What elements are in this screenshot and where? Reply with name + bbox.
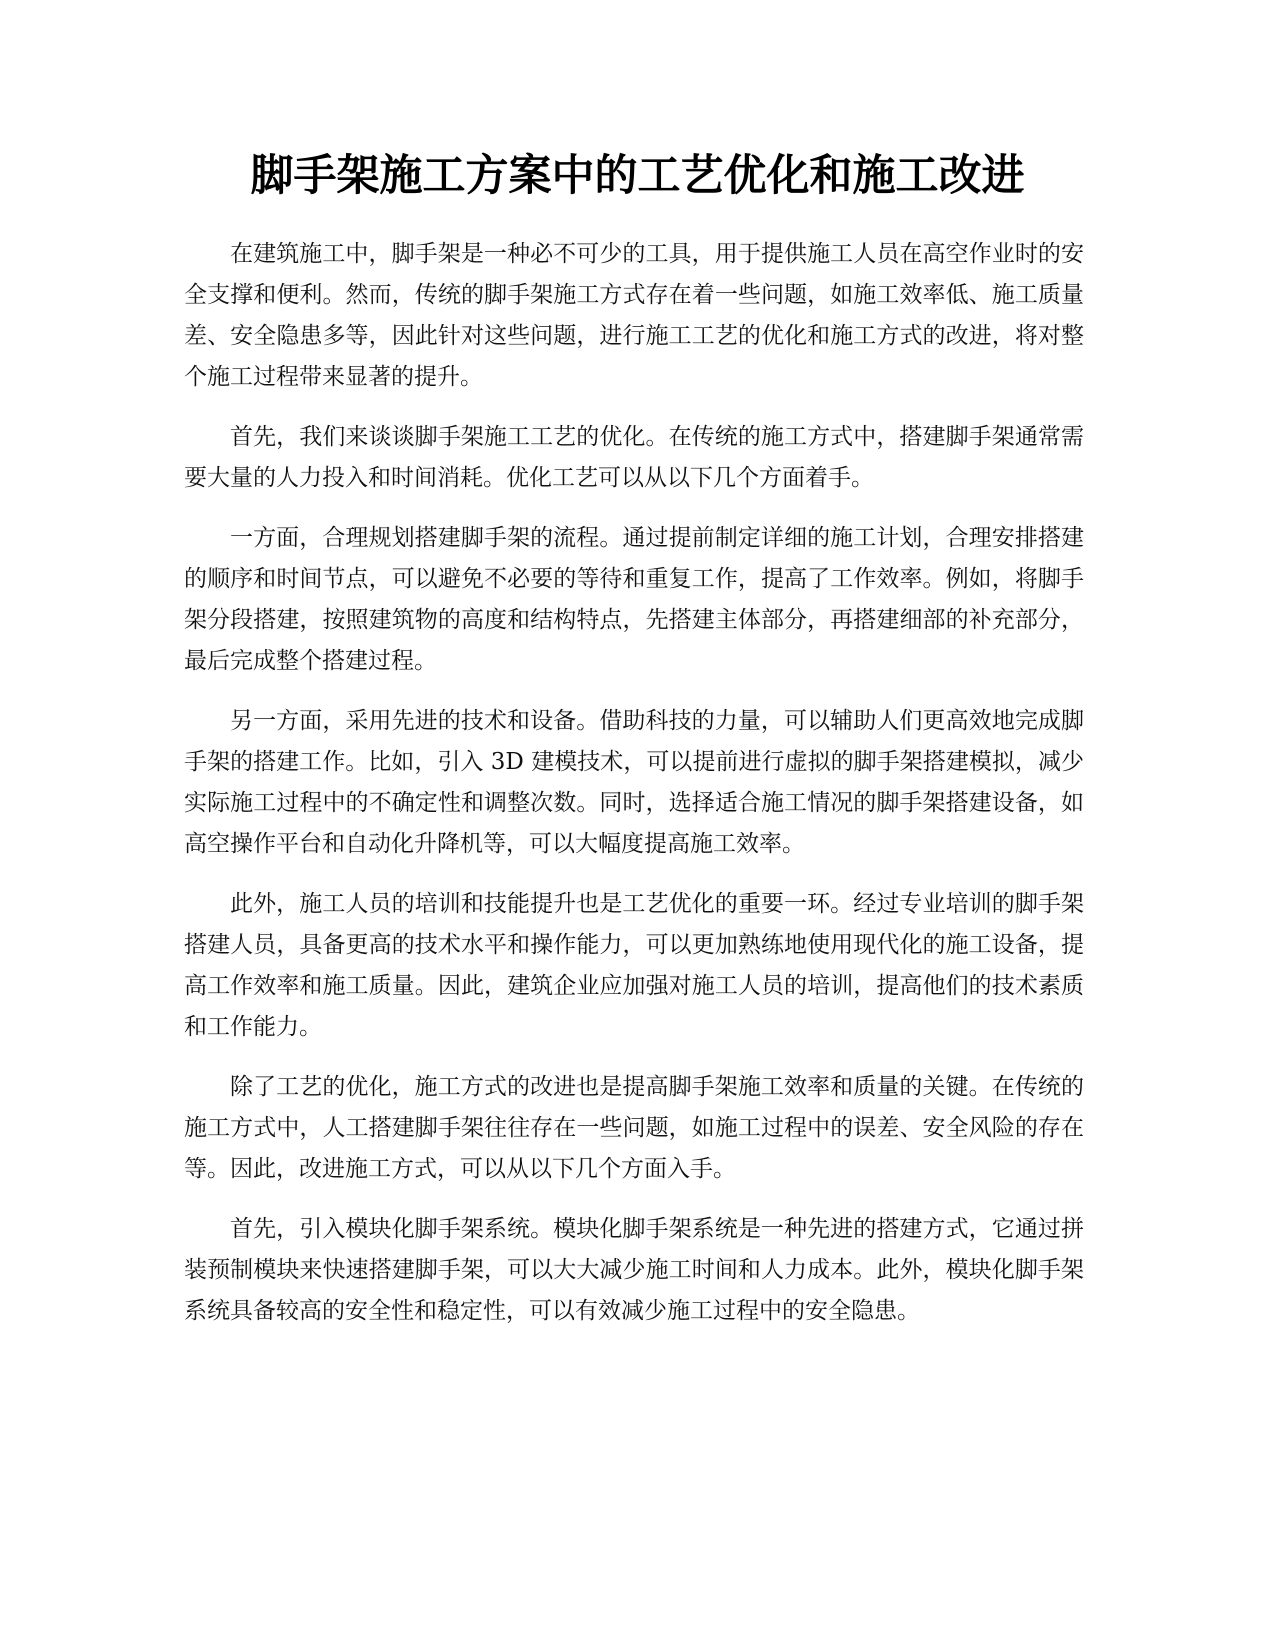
paragraph-6: 除了工艺的优化，施工方式的改进也是提高脚手架施工效率和质量的关键。在传统的施工方式中，人工搭建脚手架往往存在一些问题，如施工过程中的误差、安全风险的存在等。因此，改进施工方式，可以从以下几个方面入手。 [184,1074,1084,1182]
document-body [184,234,1084,1351]
paragraph-1: 在建筑施工中，脚手架是一种必不可少的工具，用于提供施工人员在高空作业时的安全支撑和便利。然而，传统的脚手架施工方式存在着一些问题，如施工效率低、施工质量差、安全隐患多等，因此针对这些问题，进行施工工艺的优化和施工方式的改进，将对整个施工过程带来显著的提升。 [184,241,1084,390]
paragraph-2: 首先，我们来谈谈脚手架施工工艺的优化。在传统的施工方式中，搭建脚手架通常需要大量的人力投入和时间消耗。优化工艺可以从以下几个方面着手。 [184,424,1084,491]
paragraph-5: 此外，施工人员的培训和技能提升也是工艺优化的重要一环。经过专业培训的脚手架搭建人员，具备更高的技术水平和操作能力，可以更加熟练地使用现代化的施工设备，提高工作效率和施工质量。因此，建筑企业应加强对施工人员的培训，提高他们的技术素质和工作能力。 [184,891,1084,1040]
paragraph-3: 一方面，合理规划搭建脚手架的流程。通过提前制定详细的施工计划，合理安排搭建的顺序和时间节点，可以避免不必要的等待和重复工作，提高了工作效率。例如，将脚手架分段搭建，按照建筑物的高度和结构特点，先搭建主体部分，再搭建细部的补充部分，最后完成整个搭建过程。 [184,525,1084,674]
document-title: 脚手架施工方案中的工艺优化和施工改进 [250,151,1025,201]
paragraph-7: 首先，引入模块化脚手架系统。模块化脚手架系统是一种先进的搭建方式，它通过拼装预制模块来快速搭建脚手架，可以大大减少施工时间和人力成本。此外，模块化脚手架系统具备较高的安全性和稳定性，可以有效减少施工过程中的安全隐患。 [184,1216,1084,1324]
paragraph-4: 另一方面，采用先进的技术和设备。借助科技的力量，可以辅助人们更高效地完成脚手架的搭建工作。比如，引入 3D 建模技术，可以提前进行虚拟的脚手架搭建模拟，减少实际施工过程中的不确定性和调整次数。同时，选择适合施工情况的脚手架搭建设备，如高空操作平台和自动化升降机等，可以大幅度提高施工效率。 [184,708,1084,857]
